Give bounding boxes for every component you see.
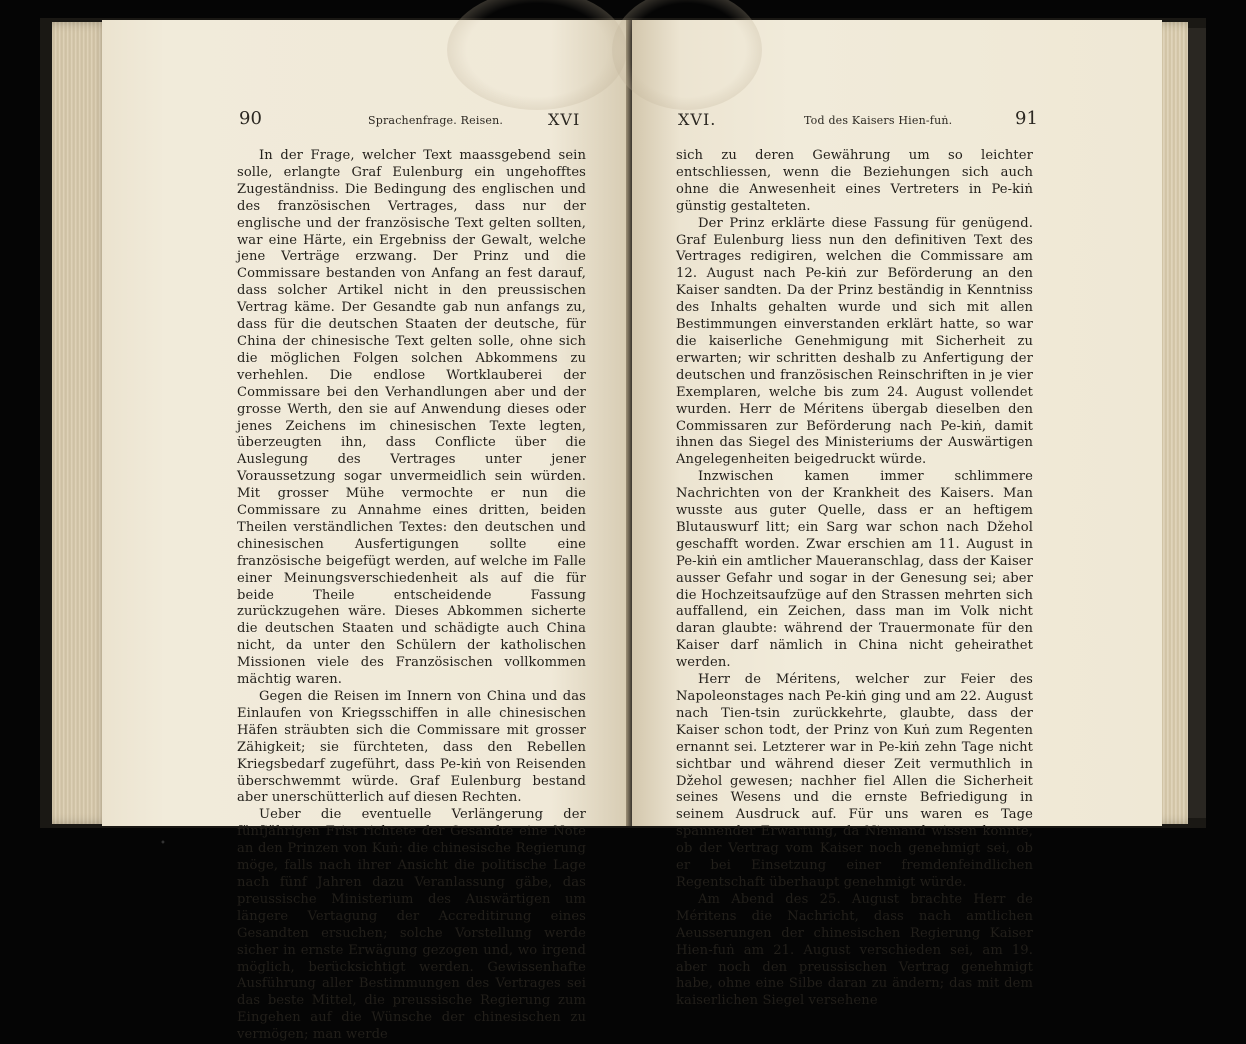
paragraph: Ueber die eventuelle Verlängerung der fünfjährigen Frist richtete der Gesandte eine Note an den Prinzen von Kuṅ: die chinesische Regierung möge, falls nach ihrer Ansicht die politische Lage nach fünf Jahren dazu Veranlassung gäbe, das preussische Ministerium des Auswärtigen um längere Vertagung der Accreditirung eines Gesandten ersuchen; solche Vorstellung werde sicher in ernste Erwägung gezogen und, wo irgend möglich, berücksichtigt werden. Gewissenhafte Ausführung aller Bestimmungen des Vertrages sei das beste Mittel, die preussische Regierung zum Eingehen auf die Wünsche der chinesischen zu vermögen; man werde: [237, 807, 586, 1043]
section-number: XVI.: [678, 110, 717, 129]
water-stain: [447, 0, 627, 110]
left-page-body: [237, 148, 586, 1044]
right-page: [632, 20, 1162, 1009]
page-number: 90: [239, 108, 262, 129]
water-stain: [612, 0, 762, 110]
left-page-header: [102, 108, 630, 138]
paragraph: Inzwischen kamen immer schlimmere Nachrichten von der Krankheit des Kaisers. Man wusste aus guter Quelle, dass er an heftigem Blutauswurf litt; ein Sarg war schon nach Džehol geschafft worden. Zwar erschien am 11. August in Pe-kiṅ ein amtlicher Maueranschlag, dass der Kaiser ausser Gefahr und sogar in der Genesung sei; aber die Hochzeitsaufzüge auf den Strassen mehrten sich auffallend, ein Zeichen, dass man im Volk nicht daran glaubte: während der Trauermonate für den Kaiser darf nämlich in China nicht geheirathet werden.: [676, 469, 1033, 671]
page-number: 91: [1015, 108, 1038, 129]
running-title: Tod des Kaisers Hien-fuṅ.: [804, 114, 953, 127]
paragraph: Am Abend des 25. August brachte Herr de Méritens die Nachricht, dass nach amtlichen Aeusserungen der chinesischen Regierung Kaiser Hien-fuṅ am 21. August verschieden sei, am 19. aber noch den preussischen Vertrag genehmigt habe, ohne eine Silbe daran zu ändern; das mit dem kaiserlichen Siegel versehene: [676, 891, 1033, 1009]
paragraph: Gegen die Reisen im Innern von China und das Einlaufen von Kriegsschiffen in alle chinesischen Häfen sträubten sich die Commissare mit grosser Zähigkeit; sie fürchteten, dass den Rebellen Kriegsbedarf zugeführt, dass Pe-kiṅ von Reisenden überschwemmt würde. Graf Eulenburg bestand aber unerschütterlich auf diesen Rechten.: [237, 689, 586, 806]
right-page-body: [676, 148, 1033, 1010]
paragraph: sich zu deren Gewährung um so leichter entschliessen, wenn die Beziehungen sich auch ohne die Anwesenheit eines Vertreters in Pe-kiṅ günstig gestalteten.: [676, 148, 1033, 214]
paragraph: Der Prinz erklärte diese Fassung für genügend. Graf Eulenburg liess nun den definitiven Text des Vertrages redigiren, welchen die Commissare am 12. August nach Pe-kiṅ zur Beförderung an den Kaiser sandten. Da der Prinz beständig in Kenntniss des Inhalts gehalten wurde und sich mit allen Bestimmungen einverstanden erklärt hatte, so war die kaiserliche Genehmigung mit Sicherheit zu erwarten; wir schritten deshalb zu Anfertigung der deutschen und französischen Reinschriften in je vier Exemplaren, welche bis zum 24. August vollendet wurden. Herr de Méritens übergab dieselben den Commissaren zur Beförderung nach Pe-kiṅ, damit ihnen das Siegel des Ministeriums der Auswärtigen Angelegenheiten beigedruckt würde.: [676, 215, 1033, 468]
left-page: [102, 20, 630, 1043]
ink-speck: •: [160, 838, 166, 849]
right-page-header: [632, 108, 1162, 138]
section-number: XVI: [548, 110, 581, 129]
paragraph: Herr de Méritens, welcher zur Feier des Napoleonstages nach Pe-kiṅ ging und am 22. August nach Tien-tsin zurückkehrte, glaubte, dass der Kaiser schon todt, der Prinz von Kuṅ zum Regenten ernannt sei. Letzterer war in Pe-kiṅ zehn Tage nicht sichtbar und während dieser Zeit vermuthlich in Džehol gewesen; nachher fiel Allen die Sicherheit seines Wesens und die ernste Befriedigung in seinem Ausdruck auf. Für uns waren es Tage spannender Erwartung, da Niemand wissen konnte, ob der Vertrag vom Kaiser noch genehmigt sei, ob er bei Einsetzung einer fremdenfeindlichen Regentschaft überhaupt genehmigt würde.: [676, 672, 1033, 890]
running-title: Sprachenfrage. Reisen.: [368, 114, 504, 127]
paragraph: In der Frage, welcher Text maassgebend sein solle, erlangte Graf Eulenburg ein ungehofftes Zugeständniss. Die Bedingung des englischen und des französischen Vertrages, dass nur der englische und der französische Text gelten sollten, war eine Härte, ein Ergebniss der Gewalt, welche jene Verträge erzwang. Der Prinz und die Commissare bestanden von Anfang an fest darauf, dass solcher Artikel nicht in den preussischen Vertrag käme. Der Gesandte gab nun anfangs zu, dass für die deutschen Staaten der deutsche, für China der chinesische Text gelten solle, ohne sich die möglichen Folgen solchen Abkommens zu verhehlen. Die endlose Wortklauberei der Commissare bei den Verhandlungen aber und der grosse Werth, den sie auf Anwendung dieses oder jenes Zeichens im chinesischen Texte legten, überzeugten ihn, dass Conflicte über die Auslegung des Vertrages unter jener Voraussetzung sogar unvermeidlich sein würden. Mit grosser Mühe vermochte er nun die Commissare zu Annahme eines dritten, beiden Theilen verständlichen Textes: den deutschen und chinesischen Ausfertigungen sollte eine französische beigefügt werden, auf welche im Falle einer Meinungsverschiedenheit als auf die für beide Theile entscheidende Fassung zurückzugehen wäre. Dieses Abkommen sicherte die deutschen Staaten und schädigte auch China nicht, da unter den Schülern der katholischen Missionen viele des Französischen vollkommen mächtig waren.: [237, 148, 586, 688]
